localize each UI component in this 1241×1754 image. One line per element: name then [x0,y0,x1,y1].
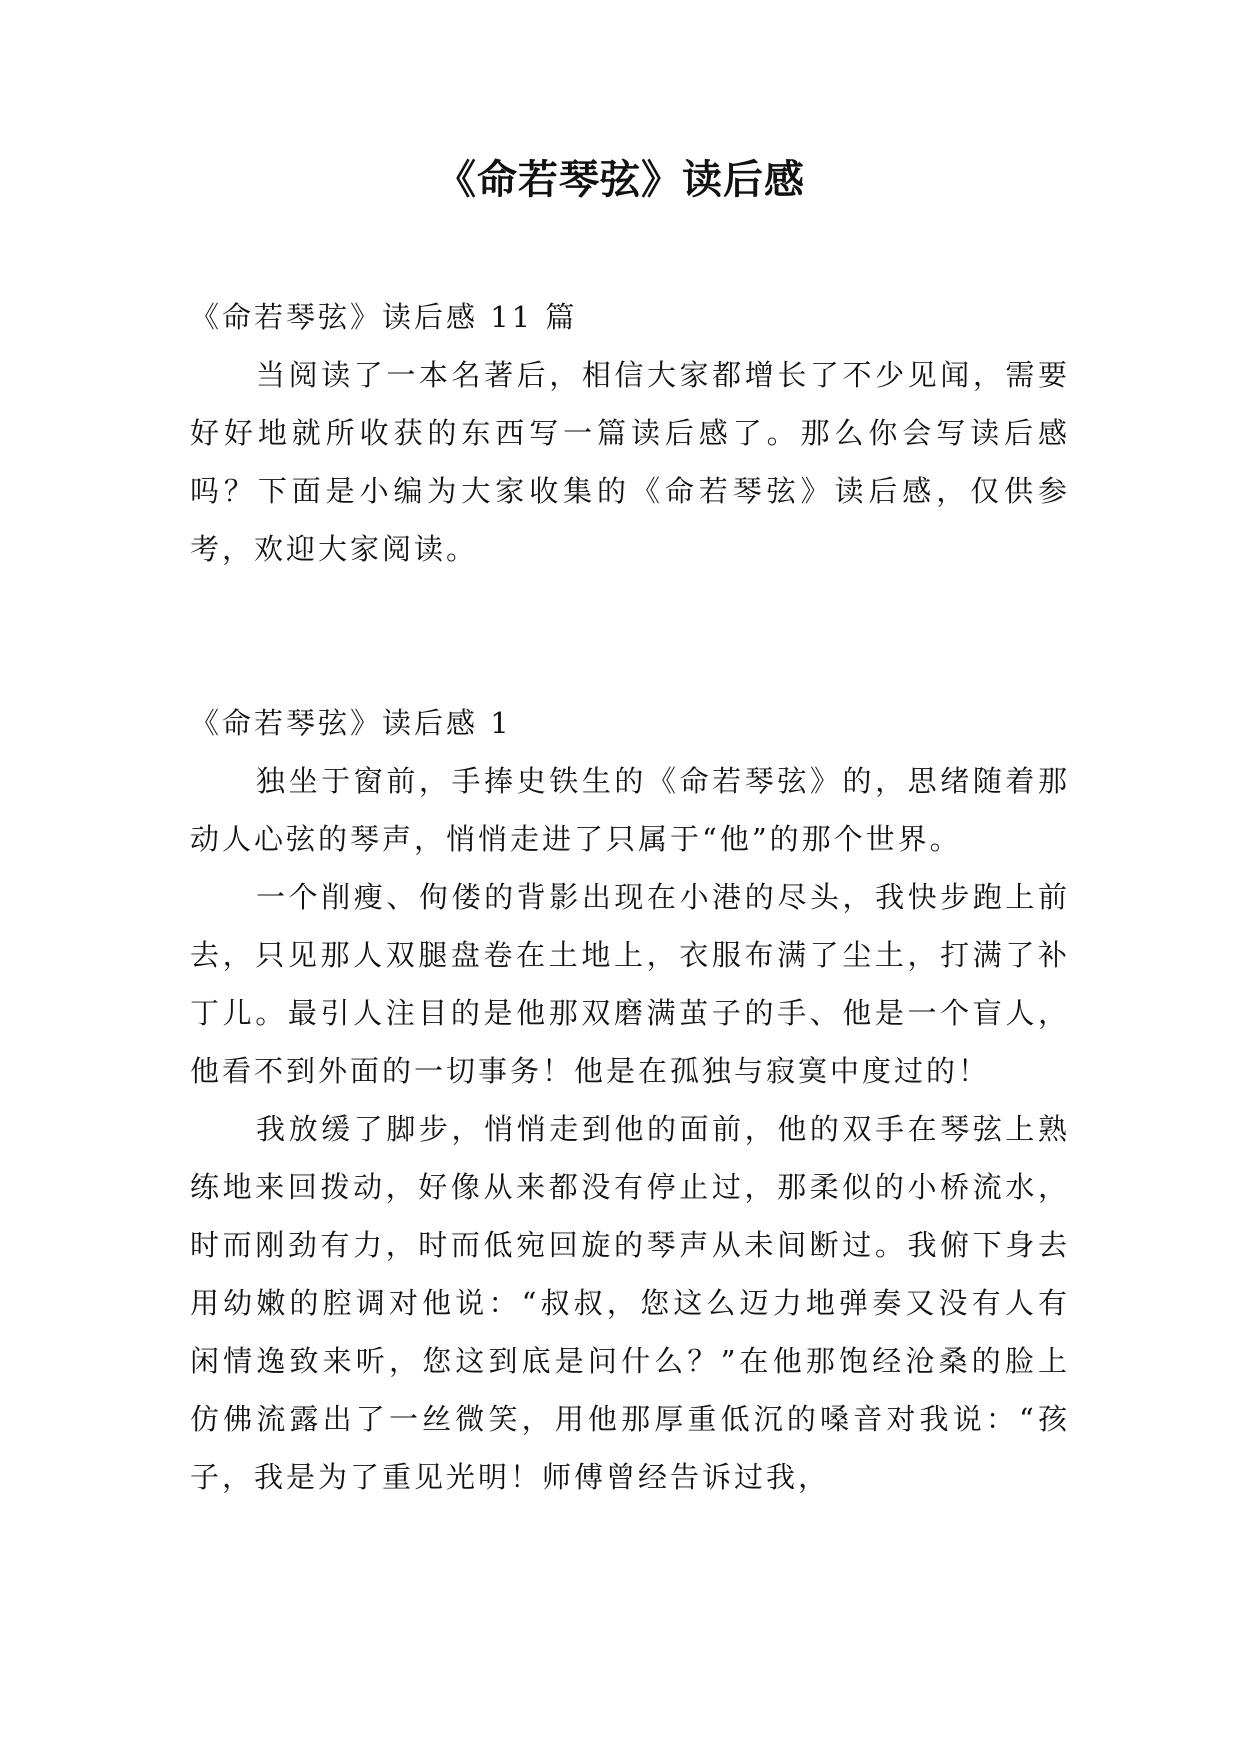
section1-paragraph: 独坐于窗前，手捧史铁生的《命若琴弦》的，思绪随着那动人心弦的琴声，悄悄走进了只属于“他”的那个世界。 [190,764,1070,856]
document-title: 《命若琴弦》读后感 [436,157,805,203]
section1-paragraph: 一个削瘦、佝偻的背影出现在小港的尽头，我快步跑上前去，只见那人双腿盘卷在土地上，衣服布满了尘土，打满了补丁儿。最引人注目的是他那双磨满茧子的手、他是一个盲人，他看不到外面的一切事务！他是在孤独与寂寞中度过的！ [190,880,1070,1088]
document-body [190,288,1070,1506]
intro-heading: 《命若琴弦》读后感 11 篇 [190,300,578,334]
section1-paragraph: 我放缓了脚步，悄悄走到他的面前，他的双手在琴弦上熟练地来回拨动，好像从来都没有停止过，那柔似的小桥流水，时而刚劲有力，时而低宛回旋的琴声从未间断过。我俯下身去用幼嫩的腔调对他说：“叔叔，您这么迈力地弹奏又没有人有闲情逸致来听，您这到底是问什么？”在他那饱经沧桑的脸上仿佛流露出了一丝微笑，用他那厚重低沉的嗓音对我说：“孩子，我是为了重见光明！师傅曾经告诉过我， [190,1112,1070,1494]
section1-heading: 《命若琴弦》读后感 1 [190,706,512,740]
section-spacer [190,578,1070,694]
intro-paragraph: 当阅读了一本名著后，相信大家都增长了不少见闻，需要好好地就所收获的东西写一篇读后感了。那么你会写读后感吗？下面是小编为大家收集的《命若琴弦》读后感，仅供参考，欢迎大家阅读。 [190,358,1070,566]
